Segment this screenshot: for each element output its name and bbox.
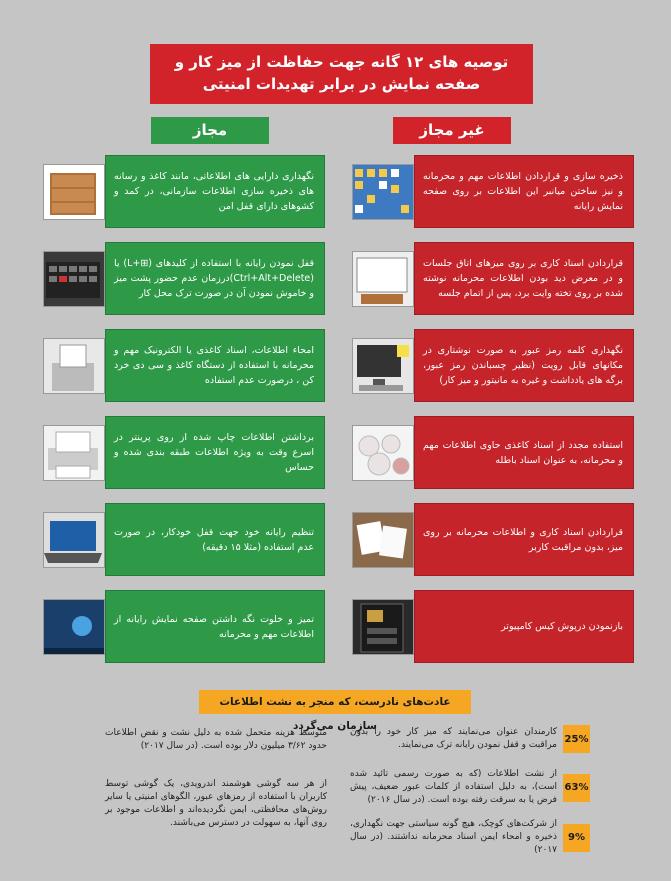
forbidden-card [352,155,634,228]
forbidden-card [352,242,634,315]
allowed-card [43,590,325,663]
forbidden-text: استفاده مجدد از اسناد کاغذی حاوی اطلاعات مهم و محرمانه، به عنوان اسناد باطله [414,416,634,489]
title-line-2: صفحه نمایش در برابر تهدیدات امنیتی [202,75,481,93]
habits-title: عادت‌های نادرست، که منجر به نشت اطلاعات سازمان می‌گردد [199,690,471,714]
stat-row [350,725,590,753]
stat-text: از نشت اطلاعات (که به صورت رسمی تائید شده است)، به دلیل استفاده از کلمات عبور ضعیف، پیش فرض یا به سرقت رفته بوده است. (در سال ۲۰۱۶) [350,769,557,805]
forbidden-card [352,329,634,402]
desktop-photo-icon [43,599,105,655]
forbidden-text: قراردادن اسناد کاری بر روی میزهای اتاق جلسات و در معرض دید بودن اطلاعات محرمانه نوشته شده بر روی تخته وایت برد، پس از اتمام جلسه [414,242,634,315]
allowed-header: مجاز [151,117,269,144]
sticky-note-monitor-photo-icon [352,338,414,394]
allowed-text: قفل نمودن رایانه با استفاده از کلیدهای (⊞+L) یا (Ctrl+Alt+Delete)درزمان عدم حضور پشت میز و خاموش نمودن آن در صورت ترک محل کار [105,242,325,315]
cluttered-desktop-photo-icon [352,164,414,220]
forbidden-card [352,503,634,576]
allowed-card [43,329,325,402]
printer-photo-icon [43,425,105,481]
forbidden-card [352,416,634,489]
keyboard-photo-icon [43,251,105,307]
laptop-photo-icon [43,512,105,568]
title-line-1: توصیه های ۱۲ گانه جهت حفاظت از میز کار و [174,53,509,71]
forbidden-text: نگهداری کلمه رمز عبور به صورت نوشتاری در مکانهای قابل رویت (نظیر چسباندن رمز عبور، برگه های یادداشت و غیره به مانیتور و میز کار) [414,329,634,402]
forbidden-header: غیر مجاز [393,117,511,144]
allowed-text: نگهداری دارایی های اطلاعاتی، مانند کاغذ و رسانه های ذخیره سازی اطلاعات سازمانی، در کمد و کشوهای دارای قفل امن [105,155,325,228]
stat-text: کارمندان عنوان می‌نمایند که میز کار خود را بدون مراقبت و قفل نمودن رایانه ترک می‌نمایند. [350,727,557,750]
whiteboard-photo-icon [352,251,414,307]
stat-text: از شرکت‌های کوچک، هیچ گونه سیاستی جهت نگهداری، ذخیره و امحاء ایمن اسناد محرمانه نداشتند. (در سال ۲۰۱۷) [350,819,557,855]
allowed-text: برداشتن اطلاعات چاپ شده از روی پرینتر در اسرع وقت به ویژه اطلاعات طبقه بندی شده و حساس [105,416,325,489]
allowed-card [43,503,325,576]
stat-badge: 9% [563,824,590,852]
cabinet-photo-icon [43,164,105,220]
allowed-text: تنظیم رایانه خود جهت قفل خودکار، در صورت عدم استفاده (مثلا ۱۵ دقیقه) [105,503,325,576]
forbidden-card [352,590,634,663]
shredder-photo-icon [43,338,105,394]
stat-badge: 63% [563,774,590,802]
forbidden-text: قراردادن اسناد کاری و اطلاعات محرمانه بر روی میز، بدون مراقبت کاربر [414,503,634,576]
desk-papers-photo-icon [352,512,414,568]
allowed-card [43,155,325,228]
forbidden-text: ذخیره سازی و قراردادن اطلاعات مهم و محرمانه و نیز ساختن میانبر این اطلاعات بر روی صفحه نمایش رایانه [414,155,634,228]
stat-badge: 25% [563,725,590,753]
page-title [150,44,533,104]
allowed-text: تمیز و خلوت نگه داشتن صفحه نمایش رایانه از اطلاعات مهم و محرمانه [105,590,325,663]
allowed-text: امحاء اطلاعات، اسناد کاغذی یا الکترونیک مهم و محرمانه با استفاده از دستگاه کاغذ و سی دی خرد کن ، درصورت عدم استفاده [105,329,325,402]
note-text: از هر سه گوشی هوشمند اندرویدی، یک گوشی توسط کاربران با استفاده از رمزهای عبور، الگوهای امنیتی یا سایر روش‌های محافظتی، ایمن نگردیده‌اند و اطلاعات موجود بر روی آنها، به سهولت در دسترس می‌باشند. [105,779,327,828]
note-text: متوسط هزینه متحمل شده به دلیل نشت و نقض اطلاعات حدود ۳/۶۲ میلیون دلار بوده است. (در سال ۲۰۱۷) [105,728,327,751]
open-computer-case-photo-icon [352,599,414,655]
allowed-card [43,416,325,489]
forbidden-text: بازنمودن درپوش کیس کامپیوتر [414,590,634,663]
allowed-card [43,242,325,315]
stat-row [350,818,590,857]
crumpled-paper-photo-icon [352,425,414,481]
stat-row [350,768,590,807]
